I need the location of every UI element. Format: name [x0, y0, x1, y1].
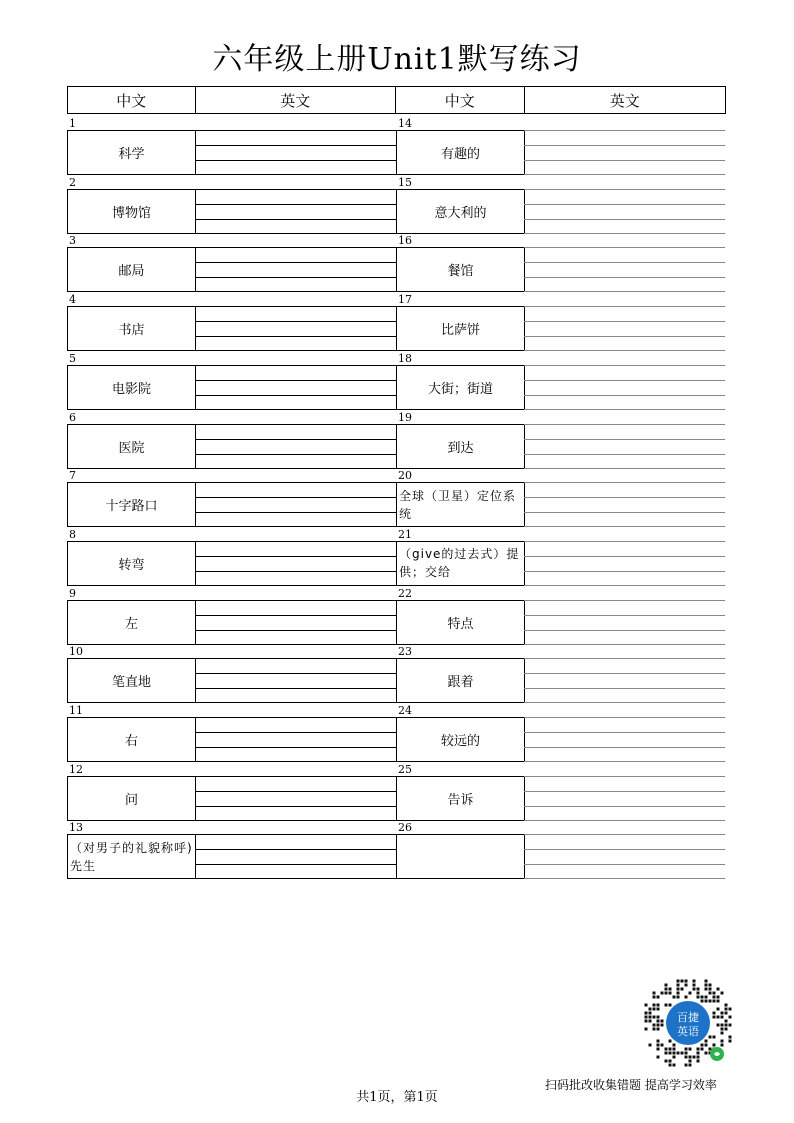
english-answer-lines[interactable]: [195, 130, 396, 175]
item-number: 11: [69, 704, 83, 717]
answer-line: [195, 219, 396, 220]
page-footer: 共1页，第1页: [356, 1090, 438, 1105]
answer-line: [195, 864, 396, 865]
chinese-prompt: 科学: [67, 130, 196, 175]
item-number: 19: [398, 410, 412, 424]
word-row: [396, 411, 726, 469]
word-row: [67, 469, 397, 527]
item-number: 8: [69, 527, 76, 541]
header-english-left: 英文: [196, 87, 396, 113]
table-header: [67, 86, 726, 114]
answer-line: [524, 454, 725, 455]
word-row: [396, 176, 726, 234]
word-row: [67, 117, 397, 175]
item-number: 21: [398, 527, 412, 541]
chinese-prompt: 特点: [396, 600, 525, 645]
english-answer-lines[interactable]: [524, 482, 725, 527]
chinese-prompt: 跟着: [396, 658, 525, 703]
chinese-prompt: 十字路口: [67, 482, 196, 527]
item-number: 25: [398, 762, 412, 776]
item-number: 17: [398, 293, 412, 307]
english-answer-lines[interactable]: [195, 776, 396, 821]
word-row: [396, 528, 726, 586]
answer-line: [524, 204, 725, 205]
word-row: [396, 117, 726, 175]
item-number: 26: [398, 821, 412, 835]
item-number: 13: [69, 821, 83, 835]
word-row: [396, 352, 726, 410]
item-number: 1: [69, 117, 76, 130]
answer-line: [524, 556, 725, 557]
word-row: [396, 645, 726, 703]
english-answer-lines[interactable]: [195, 189, 396, 234]
item-number: 6: [69, 410, 76, 424]
answer-line: [524, 336, 725, 337]
chinese-prompt: 到达: [396, 424, 525, 469]
answer-line: [195, 747, 396, 748]
english-answer-lines[interactable]: [524, 189, 725, 234]
answer-line: [195, 454, 396, 455]
answer-line: [524, 380, 725, 381]
english-answer-lines[interactable]: [195, 717, 396, 762]
chinese-prompt: 右: [67, 717, 196, 762]
word-row: [67, 176, 397, 234]
answer-line: [524, 732, 725, 733]
answer-line: [195, 849, 396, 850]
item-number: 7: [69, 469, 76, 483]
answer-line: [195, 673, 396, 674]
item-number: 3: [69, 234, 76, 248]
chinese-prompt: 转弯: [67, 541, 196, 586]
chinese-prompt: （对男子的礼貌称呼)先生: [67, 834, 196, 879]
answer-line: [195, 688, 396, 689]
chinese-prompt: 较远的: [396, 717, 525, 762]
answer-line: [524, 615, 725, 616]
english-answer-lines[interactable]: [195, 247, 396, 292]
answer-line: [195, 145, 396, 146]
answer-line: [195, 630, 396, 631]
answer-line: [524, 673, 725, 674]
chinese-prompt: （give的过去式）提供；交给: [396, 541, 525, 586]
chinese-prompt: [396, 834, 525, 879]
item-number: 22: [398, 586, 412, 600]
answer-line: [195, 615, 396, 616]
chinese-prompt: 餐馆: [396, 247, 525, 292]
word-row: [67, 645, 397, 703]
word-row: [396, 704, 726, 762]
answer-line: [524, 277, 725, 278]
answer-line: [195, 262, 396, 263]
word-row: [67, 763, 397, 821]
english-answer-lines[interactable]: [195, 306, 396, 351]
item-number: 16: [398, 234, 412, 248]
header-chinese-right: 中文: [396, 87, 525, 113]
english-answer-lines[interactable]: [195, 658, 396, 703]
answer-line: [195, 512, 396, 513]
answer-line: [195, 806, 396, 807]
word-row: [67, 821, 397, 879]
english-answer-lines[interactable]: [195, 541, 396, 586]
qr-code-icon[interactable]: [640, 975, 736, 1071]
item-number: 4: [69, 293, 76, 307]
item-number: 18: [398, 351, 412, 365]
answer-line: [195, 380, 396, 381]
chinese-prompt: 博物馆: [67, 189, 196, 234]
item-number: 5: [69, 351, 76, 365]
english-answer-lines[interactable]: [195, 482, 396, 527]
answer-line: [195, 321, 396, 322]
word-row: [67, 234, 397, 292]
chinese-prompt: 左: [67, 600, 196, 645]
header-english-right: 英文: [609, 91, 640, 110]
chinese-prompt: 有趣的: [396, 130, 525, 175]
answer-line: [524, 262, 725, 263]
item-number: 9: [69, 586, 76, 600]
item-number: 15: [398, 175, 412, 189]
answer-line: [195, 395, 396, 396]
answer-line: [524, 571, 725, 572]
chinese-prompt: 告诉: [396, 776, 525, 821]
word-row: [396, 763, 726, 821]
chinese-prompt: 大街；街道: [396, 365, 525, 410]
answer-line: [524, 512, 725, 513]
english-answer-lines[interactable]: [524, 658, 725, 703]
english-answer-lines[interactable]: [524, 365, 725, 410]
english-answer-lines[interactable]: [195, 365, 396, 410]
item-number: 23: [398, 645, 412, 659]
answer-line: [524, 395, 725, 396]
chinese-prompt: 全球（卫星）定位系统: [396, 482, 525, 527]
answer-line: [524, 497, 725, 498]
answer-line: [524, 849, 725, 850]
english-answer-lines[interactable]: [524, 424, 725, 469]
chinese-prompt: 比萨饼: [396, 306, 525, 351]
english-answer-lines[interactable]: [195, 834, 396, 879]
word-row: [396, 234, 726, 292]
english-answer-lines[interactable]: [524, 306, 725, 351]
answer-line: [524, 806, 725, 807]
word-row: [67, 293, 397, 351]
english-answer-lines[interactable]: [524, 130, 725, 175]
item-number: 20: [398, 469, 412, 483]
answer-line: [195, 791, 396, 792]
english-answer-lines[interactable]: [524, 247, 725, 292]
item-number: 14: [398, 117, 412, 130]
english-answer-lines[interactable]: [524, 776, 725, 821]
answer-line: [524, 439, 725, 440]
english-answer-lines[interactable]: [524, 717, 725, 762]
chinese-prompt: 电影院: [67, 365, 196, 410]
word-row: [396, 293, 726, 351]
answer-line: [195, 439, 396, 440]
chinese-prompt: 意大利的: [396, 189, 525, 234]
word-row: [396, 821, 726, 879]
answer-line: [524, 791, 725, 792]
item-number: 10: [69, 645, 83, 659]
answer-line: [195, 336, 396, 337]
english-answer-lines[interactable]: [195, 600, 396, 645]
answer-line: [524, 321, 725, 322]
chinese-prompt: 邮局: [67, 247, 196, 292]
answer-line: [195, 160, 396, 161]
chinese-prompt: 问: [67, 776, 196, 821]
chinese-prompt: 笔直地: [67, 658, 196, 703]
word-row: [67, 704, 397, 762]
word-row: [396, 587, 726, 645]
answer-line: [524, 219, 725, 220]
answer-line: [195, 571, 396, 572]
answer-line: [524, 145, 725, 146]
english-answer-lines[interactable]: [524, 600, 725, 645]
answer-line: [195, 204, 396, 205]
chinese-prompt: 医院: [67, 424, 196, 469]
word-row: [396, 469, 726, 527]
answer-line: [195, 732, 396, 733]
answer-line: [524, 160, 725, 161]
word-row: [67, 352, 397, 410]
header-chinese-left: 中文: [68, 87, 196, 113]
qr-caption: 扫码批改收集错题 提高学习效率: [545, 1078, 717, 1092]
word-row: [67, 528, 397, 586]
word-row: [67, 587, 397, 645]
chinese-prompt: 书店: [67, 306, 196, 351]
answer-line: [195, 497, 396, 498]
word-row: [67, 411, 397, 469]
english-answer-lines[interactable]: [195, 424, 396, 469]
answer-line: [195, 556, 396, 557]
answer-line: [195, 277, 396, 278]
answer-line: [524, 747, 725, 748]
english-answer-lines[interactable]: [524, 834, 725, 879]
qr-badge-text-1: 百捷: [677, 1011, 699, 1024]
item-number: 12: [69, 762, 83, 776]
answer-line: [524, 864, 725, 865]
item-number: 2: [69, 175, 76, 189]
item-number: 24: [398, 704, 412, 717]
page-title: 六年级上册Unit1默写练习: [212, 42, 582, 77]
answer-line: [524, 688, 725, 689]
english-answer-lines[interactable]: [524, 541, 725, 586]
qr-badge-text-2: 英语: [677, 1025, 699, 1038]
answer-line: [524, 630, 725, 631]
